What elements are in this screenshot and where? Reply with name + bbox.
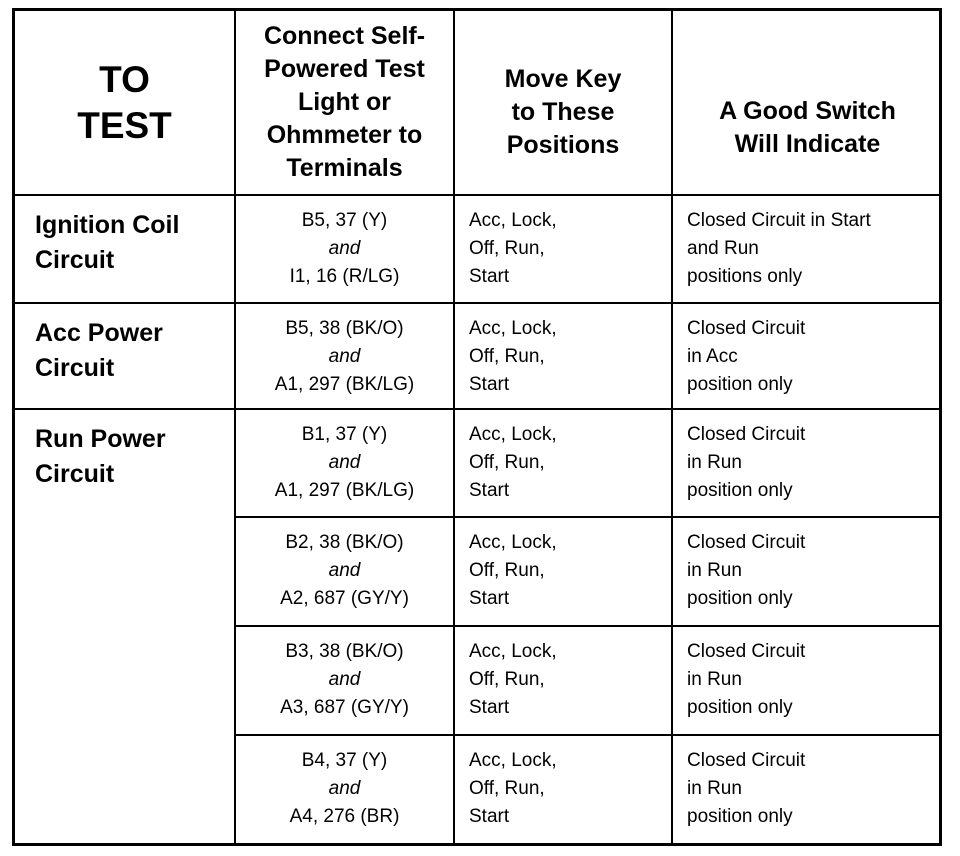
switch-indication: Closed Circuit in Run position only xyxy=(687,750,806,827)
and-text: and xyxy=(328,560,361,581)
key-positions: Acc, Lock, Off, Run, Start xyxy=(469,641,557,718)
and-text: and xyxy=(328,452,361,473)
table-row-terminals xyxy=(236,196,453,302)
terminal-b: A3, 687 (GY/Y) xyxy=(280,697,409,718)
terminal-a: B4, 37 (Y) xyxy=(301,750,388,771)
header-connect-terminals: Connect Self- Powered Test Light or Ohmmeter to Terminals xyxy=(263,22,426,182)
group-label-ignition-coil: Ignition Coil Circuit xyxy=(35,211,180,274)
key-positions: Acc, Lock, Off, Run, Start xyxy=(469,318,557,395)
table-row-terminals xyxy=(236,304,453,408)
key-positions: Acc, Lock, Off, Run, Start xyxy=(469,210,557,287)
terminal-b: I1, 16 (R/LG) xyxy=(289,266,400,287)
switch-indication: Closed Circuit in Start and Run positions only xyxy=(687,210,871,287)
group-label-acc-power: Acc Power Circuit xyxy=(35,319,163,382)
header-move-key: Move Key to These Positions xyxy=(504,65,622,159)
and-text: and xyxy=(328,778,361,799)
terminal-b: A2, 687 (GY/Y) xyxy=(280,588,409,609)
terminal-a: B3, 38 (BK/O) xyxy=(285,641,404,662)
switch-indication: Closed Circuit in Acc position only xyxy=(687,318,806,395)
key-positions: Acc, Lock, Off, Run, Start xyxy=(469,750,557,827)
switch-indication: Closed Circuit in Run position only xyxy=(687,424,806,501)
group-label-run-power: Run Power Circuit xyxy=(35,425,166,488)
switch-indication: Closed Circuit in Run position only xyxy=(687,532,806,609)
and-text: and xyxy=(328,346,361,367)
key-positions: Acc, Lock, Off, Run, Start xyxy=(469,532,557,609)
terminal-b: A4, 276 (BR) xyxy=(289,806,400,827)
terminal-a: B5, 37 (Y) xyxy=(301,210,388,231)
terminal-b: A1, 297 (BK/LG) xyxy=(274,480,415,501)
header-to-test: TO TEST xyxy=(77,58,172,146)
table-row-terminals xyxy=(236,627,453,734)
header-good-switch: A Good Switch Will Indicate xyxy=(719,96,896,158)
terminal-a: B5, 38 (BK/O) xyxy=(285,318,404,339)
and-text: and xyxy=(328,669,361,690)
terminal-a: B1, 37 (Y) xyxy=(301,424,388,445)
table-row-terminals xyxy=(236,410,453,516)
table-row-terminals xyxy=(236,518,453,625)
switch-test-table xyxy=(12,8,942,846)
key-positions: Acc, Lock, Off, Run, Start xyxy=(469,424,557,501)
switch-indication: Closed Circuit in Run position only xyxy=(687,641,806,718)
terminal-a: B2, 38 (BK/O) xyxy=(285,532,404,553)
table-row-terminals xyxy=(236,736,453,843)
terminal-b: A1, 297 (BK/LG) xyxy=(274,374,415,395)
and-text: and xyxy=(328,238,361,259)
